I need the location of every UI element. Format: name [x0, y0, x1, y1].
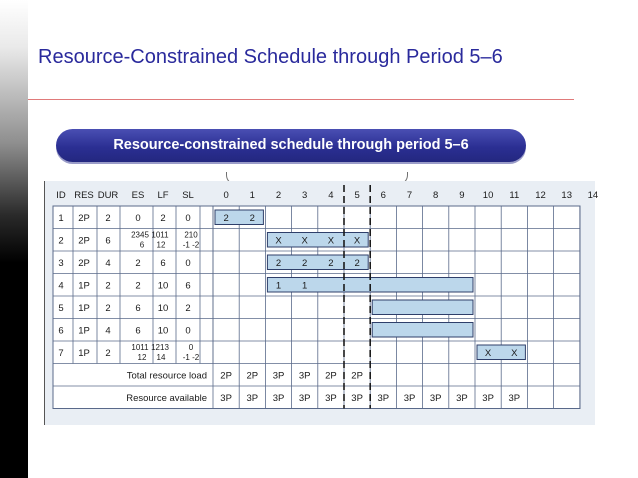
total-load-value: 2P: [351, 370, 363, 382]
row-res: 1P: [78, 347, 90, 359]
column-header: LF: [157, 190, 169, 201]
column-header: RES: [74, 190, 94, 201]
task-bar: [372, 323, 473, 338]
resource-usage-mark: 2: [354, 257, 360, 269]
row-lf: 6: [160, 257, 166, 269]
row-dur: 2: [105, 280, 111, 292]
row-es: 2: [135, 280, 141, 292]
schedule-banner: Resource-constrained schedule through period 5–6: [56, 129, 526, 162]
row-res: 2P: [78, 257, 90, 269]
available-value: 3P: [429, 392, 442, 404]
column-header: ID: [56, 190, 66, 201]
period-header: 13: [561, 190, 572, 201]
sl-handwritten-edit: 0: [188, 343, 194, 352]
row-dur: 6: [105, 235, 111, 247]
sl-handwritten-edit: -1 -2: [182, 353, 200, 362]
lf-handwritten-edit: 1011: [151, 230, 169, 240]
period-header: 12: [535, 190, 546, 201]
row-dur: 2: [105, 212, 111, 224]
row-res: 1P: [78, 302, 90, 314]
available-value: 3P: [298, 392, 311, 404]
period-header: 2: [275, 190, 282, 201]
available-label: Resource available: [126, 392, 207, 404]
resource-conflict-mark: X: [484, 347, 492, 359]
resource-usage-mark: 1: [302, 280, 308, 292]
period-header: 14: [587, 190, 599, 201]
period-header: 1: [249, 190, 255, 201]
title-divider: [28, 99, 574, 100]
resource-usage-mark: 2: [328, 257, 334, 269]
sl-handwritten-edit: -1 -2: [182, 240, 200, 250]
resource-usage-mark: 1: [275, 280, 282, 292]
row-sl: 0: [185, 257, 191, 269]
es-handwritten-edit: 1011: [131, 343, 149, 352]
total-load-value: 2P: [325, 370, 337, 382]
row-dur: 2: [105, 347, 111, 359]
resource-conflict-mark: X: [353, 235, 361, 247]
row-res: 2P: [78, 212, 90, 224]
available-value: 3P: [351, 392, 363, 404]
period-header: 0: [223, 190, 229, 201]
row-sl: 0: [185, 325, 191, 337]
task-bar: [215, 210, 263, 225]
period-header: 10: [482, 190, 494, 201]
row-lf: 10: [157, 280, 169, 292]
row-es: 0: [135, 212, 141, 224]
row-id: 4: [58, 280, 64, 292]
period-header: 3: [302, 190, 308, 201]
column-header: ES: [131, 190, 145, 201]
resource-conflict-mark: X: [327, 235, 335, 247]
lf-handwritten-edit: 14: [156, 353, 166, 362]
row-sl: 2: [185, 302, 191, 314]
row-res: 1P: [78, 280, 90, 292]
task-bar: [267, 255, 368, 270]
period-header: 8: [433, 190, 439, 201]
total-load-value: 3P: [272, 370, 285, 382]
row-id: 3: [58, 257, 64, 269]
period-header: 5: [354, 190, 360, 201]
resource-usage-mark: 2: [302, 257, 308, 269]
available-value: 3P: [508, 392, 521, 404]
column-header: SL: [182, 190, 194, 201]
resource-usage-mark: 2: [249, 212, 255, 224]
resource-conflict-mark: X: [275, 235, 282, 247]
row-id: 5: [58, 302, 64, 314]
available-value: 3P: [220, 392, 232, 404]
available-value: 3P: [482, 392, 494, 404]
period-header: 9: [459, 190, 465, 201]
schedule-table: [45, 181, 599, 425]
es-handwritten-edit: 6: [139, 240, 145, 250]
row-es: 6: [135, 302, 141, 314]
column-header: DUR: [97, 190, 119, 201]
available-value: 3P: [377, 392, 390, 404]
schedule-panel: [45, 181, 599, 425]
row-dur: 4: [105, 257, 111, 269]
row-res: 2P: [78, 235, 90, 247]
row-sl: 0: [185, 212, 191, 224]
lf-handwritten-edit: 1213: [151, 343, 169, 352]
period-header: 6: [380, 190, 386, 201]
resource-conflict-mark: X: [511, 347, 518, 359]
es-handwritten-edit: 2345: [131, 230, 149, 240]
sidebar-decoration: [0, 0, 28, 478]
total-load-value: 2P: [220, 370, 232, 382]
sl-handwritten-edit: 210: [184, 230, 198, 240]
row-es: 2: [135, 257, 141, 269]
row-sl: 6: [185, 280, 191, 292]
lf-handwritten-edit: 12: [156, 240, 166, 250]
total-load-value: 2P: [246, 370, 259, 382]
available-value: 3P: [246, 392, 259, 404]
row-dur: 4: [105, 325, 111, 337]
available-value: 3P: [325, 392, 337, 404]
row-es: 6: [135, 325, 141, 337]
available-value: 3P: [403, 392, 416, 404]
row-lf: 10: [157, 325, 169, 337]
period-header: 4: [328, 190, 334, 201]
row-lf: 10: [157, 302, 169, 314]
resource-usage-mark: 2: [275, 257, 282, 269]
task-bar: [372, 300, 473, 315]
period-header: 7: [406, 190, 413, 201]
resource-conflict-mark: X: [301, 235, 308, 247]
total-load-value: 3P: [298, 370, 311, 382]
row-id: 7: [58, 347, 64, 359]
row-res: 1P: [78, 325, 90, 337]
available-value: 3P: [456, 392, 468, 404]
available-value: 3P: [272, 392, 285, 404]
period-header: 11: [509, 190, 520, 201]
resource-usage-mark: 2: [223, 212, 229, 224]
slide-title: Resource-Constrained Schedule through Period 5–6: [38, 46, 503, 68]
row-lf: 2: [160, 212, 166, 224]
row-id: 2: [58, 235, 64, 247]
es-handwritten-edit: 12: [137, 353, 147, 362]
row-dur: 2: [105, 302, 111, 314]
row-id: 6: [58, 325, 64, 337]
total-load-label: Total resource load: [126, 370, 207, 382]
row-id: 1: [58, 212, 64, 224]
